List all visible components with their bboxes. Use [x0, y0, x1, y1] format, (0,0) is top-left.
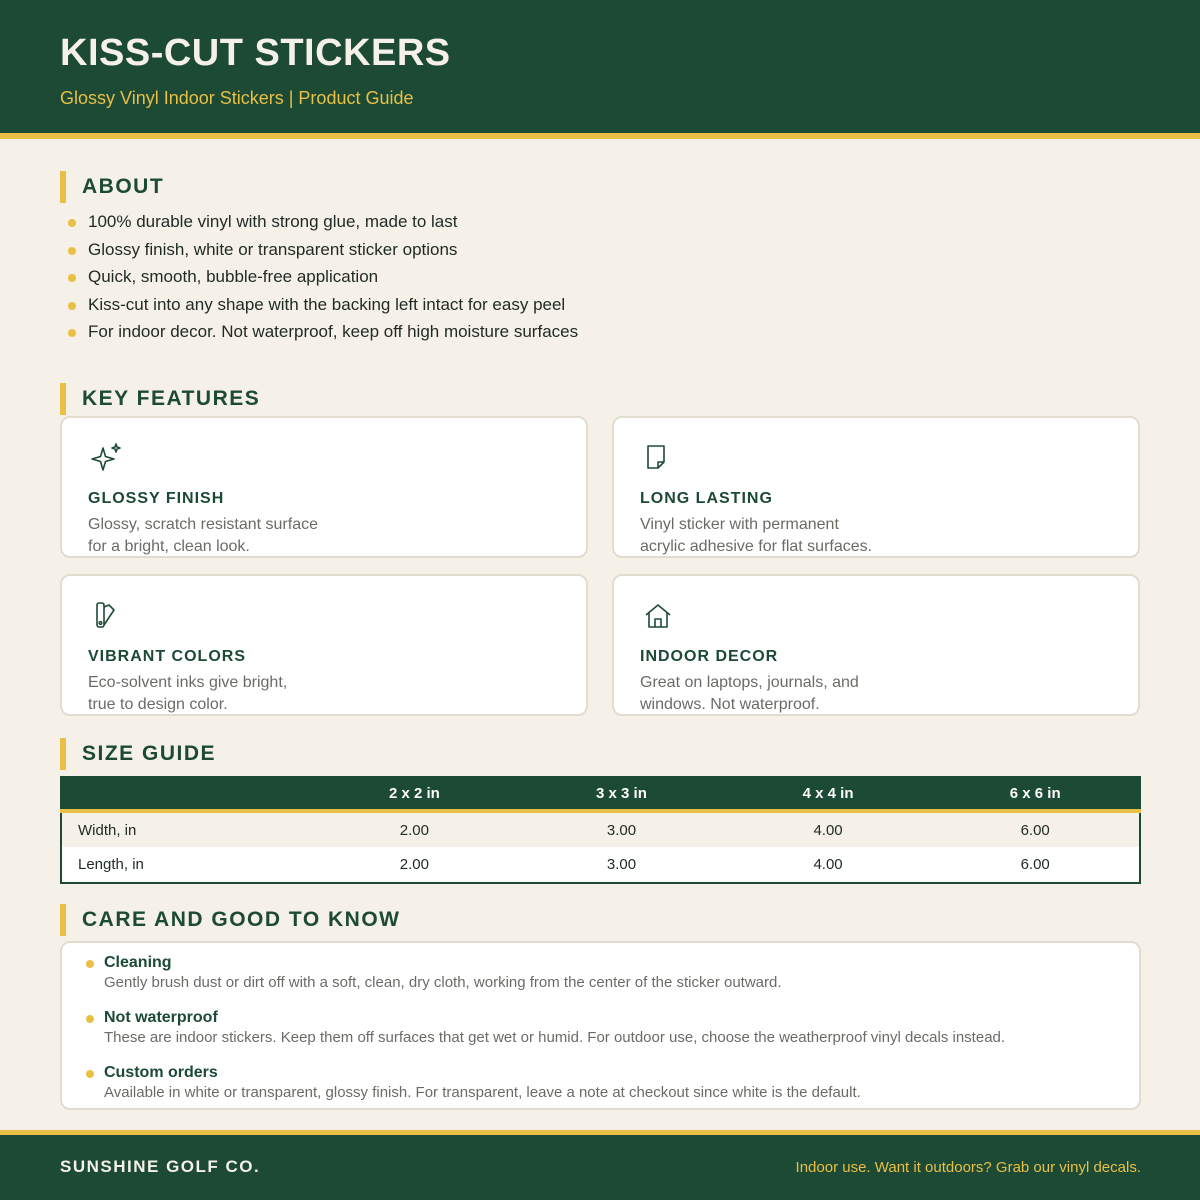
key-features-heading: KEY FEATURES [60, 383, 260, 415]
feature-card-title: LONG LASTING [640, 490, 773, 507]
feature-card-description: Great on laptops, journals, and windows. Not waterproof. [640, 674, 859, 713]
table-cell: 4.00 [813, 821, 843, 839]
care-item-not-waterproof [104, 1008, 1005, 1048]
table-cell: 3.00 [606, 821, 637, 839]
about-heading: ABOUT [60, 171, 164, 203]
feature-card-vibrant-colors [60, 574, 588, 716]
feature-card-description: Glossy, scratch resistant surface for a bright, clean look. [88, 516, 318, 555]
care-item-text: These are indoor stickers. Keep them off surfaces that get wet or humid. For outdoor use, choose the weatherproof vinyl decals instead. [104, 1029, 1006, 1046]
sticker-sheet-icon [640, 440, 676, 476]
header-accent-stripe [0, 133, 1200, 139]
table-header-cell: 6 x 6 in [931, 777, 1140, 811]
table-header-cell: 4 x 4 in [725, 777, 932, 811]
feature-card-glossy-finish [60, 416, 588, 558]
care-heading: CARE AND GOOD TO KNOW [60, 904, 401, 936]
table-cell: 4.00 [813, 856, 843, 873]
table-header-row [61, 777, 1140, 811]
care-box [60, 941, 1141, 1110]
care-item-custom-orders [104, 1063, 861, 1103]
table-header-cell: 3 x 3 in [518, 777, 725, 811]
table-row [61, 847, 1140, 883]
care-item-text: Gently brush dust or dirt off with a soft, clean, dry cloth, working from the center of the sticker outward. [104, 974, 782, 991]
table-row-label: Length, in [78, 856, 144, 873]
sparkle-icon [88, 440, 124, 476]
about-item: For indoor decor. Not waterproof, keep off high moisture surfaces [66, 318, 578, 346]
table-cell: 2.00 [399, 821, 429, 839]
size-guide-table [60, 776, 1141, 884]
feature-card-description: Eco-solvent inks give bright, true to design color. [88, 674, 288, 713]
about-item: 100% durable vinyl with strong glue, made to last [66, 208, 578, 236]
table-header-cell [61, 777, 311, 811]
table-header-cell: 2 x 2 in [311, 777, 519, 811]
table-cell: 6.00 [1020, 821, 1050, 839]
care-item-title: Custom orders [104, 1064, 218, 1081]
page-title: KISS-CUT STICKERS [60, 32, 451, 74]
feature-card-description: Vinyl sticker with permanent acrylic adhesive for flat surfaces. [640, 516, 873, 555]
size-guide-heading: SIZE GUIDE [60, 738, 216, 770]
feature-card-long-lasting [612, 416, 1140, 558]
house-icon [640, 598, 676, 634]
about-item: Kiss-cut into any shape with the backing left intact for easy peel [66, 291, 578, 319]
table-cell: 3.00 [606, 856, 637, 873]
table-cell: 2.00 [399, 856, 429, 873]
care-item-cleaning [104, 953, 782, 993]
page-header [0, 0, 1200, 133]
care-item-title: Cleaning [104, 954, 172, 971]
table-row-label: Width, in [78, 821, 137, 839]
page-footer [0, 1135, 1200, 1200]
about-item: Glossy finish, white or transparent sticker options [66, 236, 578, 264]
care-item-text: Available in white or transparent, glossy finish. For transparent, leave a note at checkout since white is the default. [104, 1084, 861, 1101]
feature-card-title: GLOSSY FINISH [88, 490, 225, 507]
table-cell: 6.00 [1020, 856, 1050, 873]
care-item-title: Not waterproof [104, 1009, 218, 1026]
feature-card-title: VIBRANT COLORS [88, 648, 246, 665]
footer-tagline: Indoor use. Want it outdoors? Grab our vinyl decals. [795, 1159, 1141, 1176]
about-list [66, 208, 578, 346]
page-subtitle: Glossy Vinyl Indoor Stickers | Product Guide [60, 88, 414, 108]
color-swatch-icon [88, 598, 124, 634]
feature-card-indoor-decor [612, 574, 1140, 716]
table-row [61, 811, 1140, 847]
feature-card-title: INDOOR DECOR [640, 648, 779, 665]
brand-name: SUNSHINE GOLF CO. [60, 1157, 261, 1176]
about-item: Quick, smooth, bubble-free application [66, 263, 578, 291]
